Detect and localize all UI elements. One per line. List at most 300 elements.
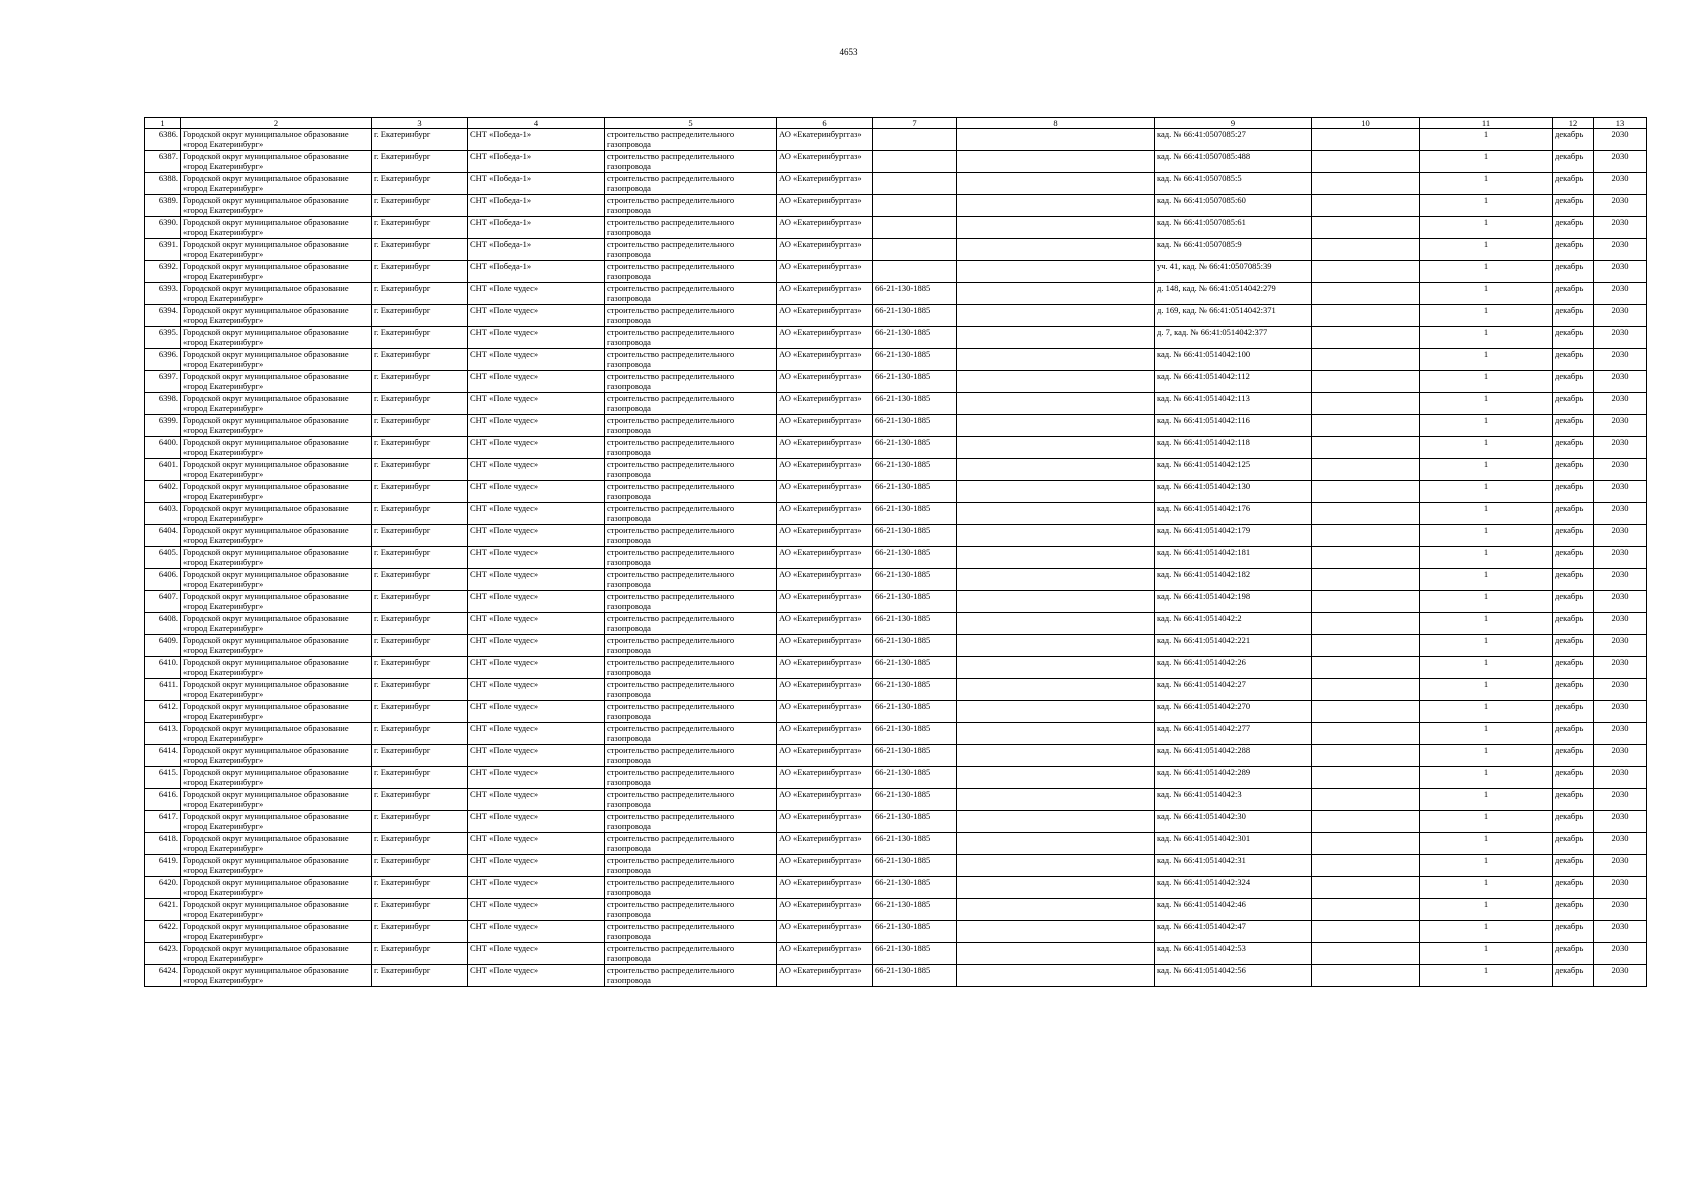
place-cell: СНТ «Поле чудес» bbox=[468, 349, 605, 371]
column-10-cell bbox=[1312, 569, 1420, 591]
quantity-cell: 1 bbox=[1420, 151, 1553, 173]
registration-code-cell: 66-21-130-1885 bbox=[873, 921, 957, 943]
place-cell: СНТ «Поле чудес» bbox=[468, 305, 605, 327]
quantity-cell: 1 bbox=[1420, 129, 1553, 151]
table-row bbox=[145, 151, 1647, 173]
registration-code-cell: 66-21-130-1885 bbox=[873, 899, 957, 921]
organization-cell: АО «Екатеринбурггаз» bbox=[777, 217, 873, 239]
quantity-cell: 1 bbox=[1420, 657, 1553, 679]
owner-cell-line: «город Екатеринбург» bbox=[183, 931, 264, 941]
owner-cell-line: «город Екатеринбург» bbox=[183, 161, 264, 171]
year-cell: 2030 bbox=[1594, 217, 1647, 239]
owner-cell-line: Городской округ муниципальное образование bbox=[183, 569, 349, 579]
registration-code-cell: 66-21-130-1885 bbox=[873, 723, 957, 745]
work-type-cell-line: строительство распределительного bbox=[607, 899, 735, 909]
work-type-cell-line: строительство распределительного bbox=[607, 943, 735, 953]
work-type-cell-line: строительство распределительного bbox=[607, 701, 735, 711]
cadastral-number-cell: кад. № 66:41:0507085:5 bbox=[1155, 173, 1312, 195]
work-type-cell-line: строительство распределительного bbox=[607, 855, 735, 865]
column-8-cell bbox=[957, 635, 1155, 657]
row-number: 6388. bbox=[145, 173, 181, 195]
quantity-cell: 1 bbox=[1420, 899, 1553, 921]
city-cell: г. Екатеринбург bbox=[372, 877, 468, 899]
work-type-cell bbox=[605, 459, 777, 481]
table-row bbox=[145, 239, 1647, 261]
column-10-cell bbox=[1312, 789, 1420, 811]
row-number: 6411. bbox=[145, 679, 181, 701]
year-cell: 2030 bbox=[1594, 767, 1647, 789]
work-type-cell-line: газопровода bbox=[607, 887, 651, 897]
quantity-cell: 1 bbox=[1420, 503, 1553, 525]
quantity-cell: 1 bbox=[1420, 261, 1553, 283]
work-type-cell bbox=[605, 481, 777, 503]
work-type-cell-line: газопровода bbox=[607, 579, 651, 589]
organization-cell: АО «Екатеринбурггаз» bbox=[777, 415, 873, 437]
work-type-cell-line: строительство распределительного bbox=[607, 239, 735, 249]
table-row bbox=[145, 283, 1647, 305]
month-cell: декабрь bbox=[1553, 327, 1594, 349]
table-row bbox=[145, 437, 1647, 459]
registration-code-cell bbox=[873, 173, 957, 195]
registration-code-cell: 66-21-130-1885 bbox=[873, 393, 957, 415]
owner-cell bbox=[181, 855, 372, 877]
month-cell: декабрь bbox=[1553, 943, 1594, 965]
city-cell: г. Екатеринбург bbox=[372, 921, 468, 943]
column-10-cell bbox=[1312, 943, 1420, 965]
row-number: 6409. bbox=[145, 635, 181, 657]
place-cell: СНТ «Победа-1» bbox=[468, 173, 605, 195]
place-cell: СНТ «Поле чудес» bbox=[468, 899, 605, 921]
quantity-cell: 1 bbox=[1420, 701, 1553, 723]
owner-cell-line: «город Екатеринбург» bbox=[183, 447, 264, 457]
owner-cell-line: Городской округ муниципальное образование bbox=[183, 371, 349, 381]
work-type-cell-line: строительство распределительного bbox=[607, 349, 735, 359]
year-cell: 2030 bbox=[1594, 305, 1647, 327]
quantity-cell: 1 bbox=[1420, 855, 1553, 877]
cadastral-number-cell: кад. № 66:41:0514042:3 bbox=[1155, 789, 1312, 811]
organization-cell: АО «Екатеринбурггаз» bbox=[777, 547, 873, 569]
city-cell: г. Екатеринбург bbox=[372, 591, 468, 613]
year-cell: 2030 bbox=[1594, 393, 1647, 415]
owner-cell-line: «город Екатеринбург» bbox=[183, 359, 264, 369]
place-cell: СНТ «Поле чудес» bbox=[468, 459, 605, 481]
table-row bbox=[145, 349, 1647, 371]
work-type-cell-line: строительство распределительного bbox=[607, 723, 735, 733]
work-type-cell-line: газопровода bbox=[607, 403, 651, 413]
column-8-cell bbox=[957, 503, 1155, 525]
owner-cell bbox=[181, 833, 372, 855]
row-number: 6412. bbox=[145, 701, 181, 723]
year-cell: 2030 bbox=[1594, 855, 1647, 877]
column-header-2: 2 bbox=[181, 118, 372, 129]
owner-cell-line: «город Екатеринбург» bbox=[183, 821, 264, 831]
month-cell: декабрь bbox=[1553, 547, 1594, 569]
column-8-cell bbox=[957, 547, 1155, 569]
owner-cell bbox=[181, 789, 372, 811]
owner-cell bbox=[181, 877, 372, 899]
organization-cell: АО «Екатеринбурггаз» bbox=[777, 283, 873, 305]
work-type-cell bbox=[605, 129, 777, 151]
year-cell: 2030 bbox=[1594, 811, 1647, 833]
organization-cell: АО «Екатеринбурггаз» bbox=[777, 767, 873, 789]
column-8-cell bbox=[957, 525, 1155, 547]
month-cell: декабрь bbox=[1553, 437, 1594, 459]
column-header-11: 11 bbox=[1420, 118, 1553, 129]
cadastral-number-cell: кад. № 66:41:0514042:130 bbox=[1155, 481, 1312, 503]
city-cell: г. Екатеринбург bbox=[372, 481, 468, 503]
column-8-cell bbox=[957, 349, 1155, 371]
registration-code-cell: 66-21-130-1885 bbox=[873, 305, 957, 327]
work-type-cell bbox=[605, 283, 777, 305]
work-type-cell bbox=[605, 767, 777, 789]
table-row bbox=[145, 657, 1647, 679]
city-cell: г. Екатеринбург bbox=[372, 635, 468, 657]
organization-cell: АО «Екатеринбурггаз» bbox=[777, 899, 873, 921]
year-cell: 2030 bbox=[1594, 789, 1647, 811]
city-cell: г. Екатеринбург bbox=[372, 679, 468, 701]
work-type-cell-line: газопровода bbox=[607, 557, 651, 567]
work-type-cell-line: строительство распределительного bbox=[607, 481, 735, 491]
work-type-cell-line: строительство распределительного bbox=[607, 283, 735, 293]
organization-cell: АО «Екатеринбурггаз» bbox=[777, 635, 873, 657]
owner-cell-line: «город Екатеринбург» bbox=[183, 557, 264, 567]
city-cell: г. Екатеринбург bbox=[372, 151, 468, 173]
cadastral-number-cell: уч. 41, кад. № 66:41:0507085:39 bbox=[1155, 261, 1312, 283]
column-header-1: 1 bbox=[145, 118, 181, 129]
cadastral-number-cell: кад. № 66:41:0514042:56 bbox=[1155, 965, 1312, 987]
cadastral-number-cell: кад. № 66:41:0514042:181 bbox=[1155, 547, 1312, 569]
row-number: 6422. bbox=[145, 921, 181, 943]
registration-code-cell: 66-21-130-1885 bbox=[873, 437, 957, 459]
column-8-cell bbox=[957, 723, 1155, 745]
cadastral-number-cell: кад. № 66:41:0514042:324 bbox=[1155, 877, 1312, 899]
row-number: 6396. bbox=[145, 349, 181, 371]
cadastral-number-cell: кад. № 66:41:0514042:221 bbox=[1155, 635, 1312, 657]
cadastral-number-cell: кад. № 66:41:0514042:53 bbox=[1155, 943, 1312, 965]
place-cell: СНТ «Поле чудес» bbox=[468, 591, 605, 613]
year-cell: 2030 bbox=[1594, 503, 1647, 525]
registration-code-cell: 66-21-130-1885 bbox=[873, 481, 957, 503]
work-type-cell bbox=[605, 525, 777, 547]
work-type-cell-line: газопровода bbox=[607, 469, 651, 479]
row-number: 6394. bbox=[145, 305, 181, 327]
owner-cell-line: «город Екатеринбург» bbox=[183, 645, 264, 655]
cadastral-number-cell: кад. № 66:41:0514042:30 bbox=[1155, 811, 1312, 833]
column-8-cell bbox=[957, 393, 1155, 415]
work-type-cell-line: газопровода bbox=[607, 161, 651, 171]
column-8-cell bbox=[957, 701, 1155, 723]
quantity-cell: 1 bbox=[1420, 239, 1553, 261]
year-cell: 2030 bbox=[1594, 833, 1647, 855]
owner-cell-line: Городской округ муниципальное образование bbox=[183, 503, 349, 513]
column-8-cell bbox=[957, 657, 1155, 679]
column-header-7: 7 bbox=[873, 118, 957, 129]
column-8-cell bbox=[957, 789, 1155, 811]
row-number: 6400. bbox=[145, 437, 181, 459]
organization-cell: АО «Екатеринбурггаз» bbox=[777, 921, 873, 943]
cadastral-number-cell: д. 148, кад. № 66:41:0514042:279 bbox=[1155, 283, 1312, 305]
cadastral-number-cell: кад. № 66:41:0514042:46 bbox=[1155, 899, 1312, 921]
owner-cell bbox=[181, 129, 372, 151]
row-number: 6413. bbox=[145, 723, 181, 745]
year-cell: 2030 bbox=[1594, 657, 1647, 679]
cadastral-number-cell: кад. № 66:41:0507085:61 bbox=[1155, 217, 1312, 239]
owner-cell-line: «город Екатеринбург» bbox=[183, 755, 264, 765]
work-type-cell-line: газопровода bbox=[607, 975, 651, 985]
owner-cell-line: «город Екатеринбург» bbox=[183, 843, 264, 853]
cadastral-number-cell: кад. № 66:41:0514042:31 bbox=[1155, 855, 1312, 877]
month-cell: декабрь bbox=[1553, 195, 1594, 217]
owner-cell-line: Городской округ муниципальное образование bbox=[183, 657, 349, 667]
quantity-cell: 1 bbox=[1420, 195, 1553, 217]
quantity-cell: 1 bbox=[1420, 349, 1553, 371]
work-type-cell-line: газопровода bbox=[607, 491, 651, 501]
column-8-cell bbox=[957, 855, 1155, 877]
work-type-cell bbox=[605, 591, 777, 613]
row-number: 6417. bbox=[145, 811, 181, 833]
column-header-8: 8 bbox=[957, 118, 1155, 129]
quantity-cell: 1 bbox=[1420, 437, 1553, 459]
owner-cell bbox=[181, 679, 372, 701]
column-8-cell bbox=[957, 129, 1155, 151]
column-8-cell bbox=[957, 415, 1155, 437]
table-row bbox=[145, 701, 1647, 723]
owner-cell-line: Городской округ муниципальное образование bbox=[183, 855, 349, 865]
work-type-cell bbox=[605, 239, 777, 261]
work-type-cell-line: газопровода bbox=[607, 293, 651, 303]
owner-cell bbox=[181, 657, 372, 679]
organization-cell: АО «Екатеринбурггаз» bbox=[777, 965, 873, 987]
column-10-cell bbox=[1312, 195, 1420, 217]
work-type-cell-line: строительство распределительного bbox=[607, 261, 735, 271]
owner-cell bbox=[181, 217, 372, 239]
year-cell: 2030 bbox=[1594, 481, 1647, 503]
quantity-cell: 1 bbox=[1420, 723, 1553, 745]
quantity-cell: 1 bbox=[1420, 525, 1553, 547]
organization-cell: АО «Екатеринбурггаз» bbox=[777, 239, 873, 261]
column-8-cell bbox=[957, 217, 1155, 239]
owner-cell bbox=[181, 591, 372, 613]
quantity-cell: 1 bbox=[1420, 591, 1553, 613]
work-type-cell-line: строительство распределительного bbox=[607, 613, 735, 623]
work-type-cell-line: строительство распределительного bbox=[607, 569, 735, 579]
column-10-cell bbox=[1312, 635, 1420, 657]
work-type-cell-line: строительство распределительного bbox=[607, 921, 735, 931]
registration-code-cell bbox=[873, 195, 957, 217]
work-type-cell-line: строительство распределительного bbox=[607, 525, 735, 535]
owner-cell-line: «город Екатеринбург» bbox=[183, 887, 264, 897]
cadastral-number-cell: кад. № 66:41:0514042:301 bbox=[1155, 833, 1312, 855]
owner-cell bbox=[181, 437, 372, 459]
city-cell: г. Екатеринбург bbox=[372, 129, 468, 151]
column-10-cell bbox=[1312, 393, 1420, 415]
owner-cell bbox=[181, 195, 372, 217]
city-cell: г. Екатеринбург bbox=[372, 393, 468, 415]
registration-code-cell: 66-21-130-1885 bbox=[873, 745, 957, 767]
owner-cell-line: «город Екатеринбург» bbox=[183, 733, 264, 743]
organization-cell: АО «Екатеринбурггаз» bbox=[777, 701, 873, 723]
owner-cell-line: «город Екатеринбург» bbox=[183, 667, 264, 677]
place-cell: СНТ «Победа-1» bbox=[468, 261, 605, 283]
year-cell: 2030 bbox=[1594, 415, 1647, 437]
owner-cell-line: Городской округ муниципальное образование bbox=[183, 217, 349, 227]
year-cell: 2030 bbox=[1594, 459, 1647, 481]
work-type-cell-line: газопровода bbox=[607, 755, 651, 765]
cadastral-number-cell: д. 7, кад. № 66:41:0514042:377 bbox=[1155, 327, 1312, 349]
city-cell: г. Екатеринбург bbox=[372, 261, 468, 283]
column-10-cell bbox=[1312, 679, 1420, 701]
organization-cell: АО «Екатеринбурггаз» bbox=[777, 679, 873, 701]
table-row bbox=[145, 393, 1647, 415]
work-type-cell-line: газопровода bbox=[607, 337, 651, 347]
city-cell: г. Екатеринбург bbox=[372, 283, 468, 305]
work-type-cell bbox=[605, 261, 777, 283]
work-type-cell bbox=[605, 789, 777, 811]
organization-cell: АО «Екатеринбурггаз» bbox=[777, 151, 873, 173]
column-10-cell bbox=[1312, 965, 1420, 987]
quantity-cell: 1 bbox=[1420, 767, 1553, 789]
registration-code-cell: 66-21-130-1885 bbox=[873, 525, 957, 547]
row-number: 6421. bbox=[145, 899, 181, 921]
work-type-cell-line: строительство распределительного bbox=[607, 503, 735, 513]
row-number: 6393. bbox=[145, 283, 181, 305]
work-type-cell-line: газопровода bbox=[607, 931, 651, 941]
place-cell: СНТ «Поле чудес» bbox=[468, 855, 605, 877]
column-8-cell bbox=[957, 899, 1155, 921]
owner-cell-line: Городской округ муниципальное образование bbox=[183, 327, 349, 337]
work-type-cell-line: строительство распределительного bbox=[607, 833, 735, 843]
owner-cell-line: «город Екатеринбург» bbox=[183, 315, 264, 325]
owner-cell bbox=[181, 547, 372, 569]
registration-code-cell: 66-21-130-1885 bbox=[873, 591, 957, 613]
cadastral-number-cell: кад. № 66:41:0514042:47 bbox=[1155, 921, 1312, 943]
table-row bbox=[145, 899, 1647, 921]
city-cell: г. Екатеринбург bbox=[372, 547, 468, 569]
owner-cell-line: Городской округ муниципальное образование bbox=[183, 899, 349, 909]
city-cell: г. Екатеринбург bbox=[372, 239, 468, 261]
work-type-cell-line: газопровода bbox=[607, 865, 651, 875]
header-row bbox=[145, 118, 1647, 129]
work-type-cell bbox=[605, 305, 777, 327]
owner-cell-line: Городской округ муниципальное образование bbox=[183, 613, 349, 623]
year-cell: 2030 bbox=[1594, 129, 1647, 151]
city-cell: г. Екатеринбург bbox=[372, 613, 468, 635]
owner-cell bbox=[181, 173, 372, 195]
registration-code-cell: 66-21-130-1885 bbox=[873, 327, 957, 349]
year-cell: 2030 bbox=[1594, 679, 1647, 701]
column-8-cell bbox=[957, 613, 1155, 635]
place-cell: СНТ «Поле чудес» bbox=[468, 503, 605, 525]
year-cell: 2030 bbox=[1594, 283, 1647, 305]
organization-cell: АО «Екатеринбурггаз» bbox=[777, 305, 873, 327]
work-type-cell-line: строительство распределительного bbox=[607, 877, 735, 887]
registration-code-cell: 66-21-130-1885 bbox=[873, 657, 957, 679]
owner-cell-line: «город Екатеринбург» bbox=[183, 293, 264, 303]
quantity-cell: 1 bbox=[1420, 283, 1553, 305]
column-10-cell bbox=[1312, 283, 1420, 305]
cadastral-number-cell: кад. № 66:41:0507085:27 bbox=[1155, 129, 1312, 151]
row-number: 6416. bbox=[145, 789, 181, 811]
cadastral-number-cell: кад. № 66:41:0514042:176 bbox=[1155, 503, 1312, 525]
cadastral-number-cell: кад. № 66:41:0514042:289 bbox=[1155, 767, 1312, 789]
work-type-cell-line: строительство распределительного bbox=[607, 459, 735, 469]
work-type-cell-line: строительство распределительного bbox=[607, 151, 735, 161]
column-10-cell bbox=[1312, 151, 1420, 173]
cadastral-number-cell: кад. № 66:41:0514042:288 bbox=[1155, 745, 1312, 767]
place-cell: СНТ «Поле чудес» bbox=[468, 767, 605, 789]
registration-code-cell: 66-21-130-1885 bbox=[873, 459, 957, 481]
year-cell: 2030 bbox=[1594, 591, 1647, 613]
table-row bbox=[145, 305, 1647, 327]
work-type-cell-line: газопровода bbox=[607, 843, 651, 853]
organization-cell: АО «Екатеринбурггаз» bbox=[777, 327, 873, 349]
organization-cell: АО «Екатеринбурггаз» bbox=[777, 525, 873, 547]
table-row bbox=[145, 943, 1647, 965]
month-cell: декабрь bbox=[1553, 855, 1594, 877]
owner-cell-line: «город Екатеринбург» bbox=[183, 271, 264, 281]
column-10-cell bbox=[1312, 459, 1420, 481]
registration-code-cell: 66-21-130-1885 bbox=[873, 613, 957, 635]
owner-cell-line: Городской округ муниципальное образование bbox=[183, 877, 349, 887]
row-number: 6399. bbox=[145, 415, 181, 437]
table-row bbox=[145, 459, 1647, 481]
column-header-4: 4 bbox=[468, 118, 605, 129]
column-10-cell bbox=[1312, 349, 1420, 371]
column-header-3: 3 bbox=[372, 118, 468, 129]
work-type-cell-line: строительство распределительного bbox=[607, 217, 735, 227]
work-type-cell bbox=[605, 371, 777, 393]
owner-cell-line: «город Екатеринбург» bbox=[183, 337, 264, 347]
owner-cell bbox=[181, 327, 372, 349]
registration-code-cell: 66-21-130-1885 bbox=[873, 855, 957, 877]
owner-cell-line: Городской округ муниципальное образование bbox=[183, 349, 349, 359]
work-type-cell bbox=[605, 723, 777, 745]
owner-cell-line: «город Екатеринбург» bbox=[183, 513, 264, 523]
owner-cell-line: Городской округ муниципальное образование bbox=[183, 943, 349, 953]
work-type-cell bbox=[605, 217, 777, 239]
column-8-cell bbox=[957, 877, 1155, 899]
row-number: 6386. bbox=[145, 129, 181, 151]
organization-cell: АО «Екатеринбурггаз» bbox=[777, 943, 873, 965]
owner-cell-line: «город Екатеринбург» bbox=[183, 711, 264, 721]
quantity-cell: 1 bbox=[1420, 811, 1553, 833]
cadastral-number-cell: кад. № 66:41:0514042:27 bbox=[1155, 679, 1312, 701]
work-type-cell-line: газопровода bbox=[607, 447, 651, 457]
place-cell: СНТ «Победа-1» bbox=[468, 129, 605, 151]
month-cell: декабрь bbox=[1553, 569, 1594, 591]
place-cell: СНТ «Победа-1» bbox=[468, 217, 605, 239]
owner-cell-line: «город Екатеринбург» bbox=[183, 469, 264, 479]
owner-cell-line: «город Екатеринбург» bbox=[183, 975, 264, 985]
column-8-cell bbox=[957, 811, 1155, 833]
table-row bbox=[145, 591, 1647, 613]
work-type-cell bbox=[605, 833, 777, 855]
row-number: 6424. bbox=[145, 965, 181, 987]
work-type-cell-line: строительство распределительного bbox=[607, 173, 735, 183]
owner-cell-line: Городской округ муниципальное образование bbox=[183, 767, 349, 777]
place-cell: СНТ «Поле чудес» bbox=[468, 789, 605, 811]
month-cell: декабрь bbox=[1553, 129, 1594, 151]
year-cell: 2030 bbox=[1594, 239, 1647, 261]
owner-cell bbox=[181, 305, 372, 327]
quantity-cell: 1 bbox=[1420, 569, 1553, 591]
month-cell: декабрь bbox=[1553, 767, 1594, 789]
table-row bbox=[145, 129, 1647, 151]
quantity-cell: 1 bbox=[1420, 965, 1553, 987]
work-type-cell bbox=[605, 547, 777, 569]
month-cell: декабрь bbox=[1553, 613, 1594, 635]
organization-cell: АО «Екатеринбурггаз» bbox=[777, 129, 873, 151]
